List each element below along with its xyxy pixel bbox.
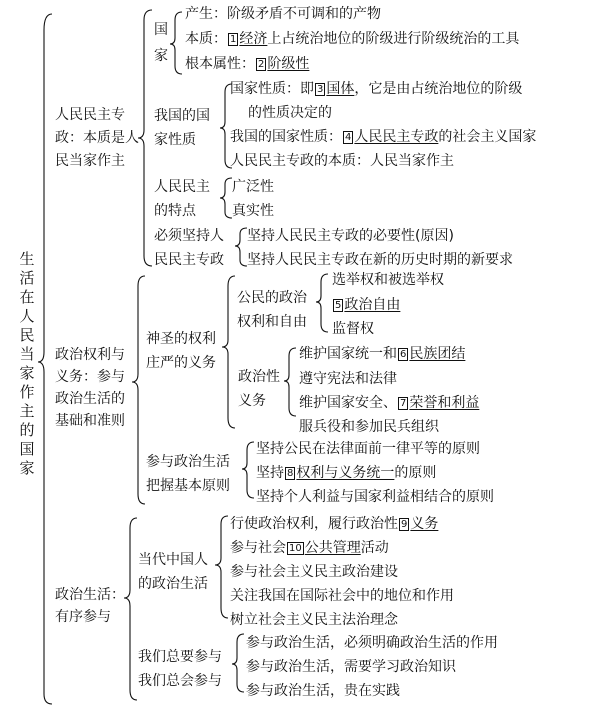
s2-label-line3: 政治生活的 — [55, 391, 125, 407]
yiwu-4: 服兵役和参加民兵组织 — [299, 419, 439, 435]
s1-label-line1: 人民民主专 — [55, 107, 125, 123]
blank-answer: 政治自由 — [344, 297, 401, 313]
gxz-prefix: 国家性质：即 — [230, 81, 314, 97]
s1-label-line2: 政：本质是人 — [55, 130, 139, 146]
dangdai-1 — [230, 515, 438, 533]
blank-answer: 荣誉和利益 — [409, 395, 480, 411]
blank-number: 2 — [258, 59, 265, 70]
zongyao-1: 参与政治生活，必须明确政治生活的作用 — [246, 635, 498, 651]
quanli-label — [237, 289, 307, 331]
dangdai-label-line2: 的政治生活 — [138, 576, 208, 592]
yiwu-3 — [299, 394, 479, 412]
benzhi-text — [185, 30, 519, 48]
blank-answer: 经济 — [239, 31, 268, 47]
s2-label-line4: 基础和准则 — [55, 413, 125, 429]
genben-prefix: 根本属性： — [185, 56, 255, 72]
dangdai-1-prefix: 行使政治权利，履行政治性 — [230, 516, 398, 532]
quanli-label-line2: 权利和自由 — [237, 314, 307, 330]
blank-number: 5 — [335, 300, 342, 311]
tedian-label-line2: 的特点 — [154, 203, 196, 219]
chansheng-text: 产生：阶级矛盾不可调和的产物 — [185, 6, 381, 22]
yiwu-1-prefix: 维护国家统一和 — [299, 346, 397, 362]
tedian-2: 真实性 — [232, 203, 274, 219]
yiwu-label-line1: 政治性 — [238, 369, 280, 385]
blank-answer: 公共管理 — [304, 540, 361, 556]
blank-answer: 民族团结 — [409, 346, 466, 362]
dangdai-label — [138, 551, 208, 593]
yuanze-label-line1: 参与政治生活 — [146, 454, 230, 470]
zongyao-3: 参与政治生活，贵在实践 — [246, 683, 400, 699]
dangdai-2-suffix: 活动 — [360, 540, 389, 556]
s2-label-line2: 义务：参与 — [55, 369, 125, 385]
yuanze-1: 坚持公民在法律面前一律平等的原则 — [256, 441, 480, 457]
s2-label — [55, 346, 125, 430]
xingzhi-label-line1: 我国的国 — [154, 108, 210, 124]
benzhi-suffix: 上占统治地位的阶级进行阶级统治的工具 — [267, 31, 520, 47]
wgxz-prefix: 我国的国家性质： — [230, 129, 342, 145]
yuanze-2-prefix: 坚持 — [256, 465, 284, 481]
blank-answer: 义务 — [410, 516, 439, 532]
xingzhi-label — [154, 107, 210, 149]
zongyao-label-line1: 我们总要参与 — [138, 649, 222, 665]
blank-answer: 国体 — [326, 81, 355, 97]
dangdai-5: 树立社会主义民主法治理念 — [230, 612, 398, 628]
genben-text — [185, 55, 309, 73]
blank-number: 6 — [400, 349, 407, 360]
root-title: 生活在人民当家作主的国家 — [19, 250, 35, 477]
bixu-label-line2: 民民主专政 — [154, 252, 224, 268]
bixu-label-line1: 必须坚持人 — [154, 228, 224, 244]
bixu-label — [154, 227, 224, 269]
gxz-text — [230, 80, 522, 98]
rmbz-text: 人民民主专政的本质：人民当家作主 — [230, 153, 454, 169]
yuanze-label-line2: 把握基本原则 — [146, 478, 230, 494]
dangdai-2-prefix: 参与社会 — [230, 540, 286, 556]
tedian-label-line1: 人民民主 — [154, 179, 210, 195]
xingzhi-label-line2: 家性质 — [154, 132, 196, 148]
yuanze-3: 坚持个人利益与国家利益相结合的原则 — [256, 489, 494, 505]
s3-label — [55, 586, 125, 626]
s1-label — [55, 106, 139, 170]
blank-answer: 阶级性 — [267, 56, 310, 72]
s2-label-line1: 政治权利与 — [55, 347, 125, 363]
dangdai-label-line1: 当代中国人 — [138, 552, 208, 568]
blank-number: 1 — [230, 34, 237, 45]
guo-char: 国 — [154, 22, 168, 38]
quanli-label-line1: 公民的政治 — [237, 290, 307, 306]
dangdai-3: 参与社会主义民主政治建设 — [230, 564, 398, 580]
zongyao-label-line2: 我们总会参与 — [138, 673, 222, 689]
jia-char: 家 — [154, 48, 168, 64]
wgxz-text — [230, 128, 536, 146]
quanli-1: 选举权和被选举权 — [332, 272, 444, 288]
zongyao-2: 参与政治生活，需要学习政治知识 — [246, 659, 456, 675]
yiwu-3-prefix: 维护国家安全、 — [299, 395, 397, 411]
tedian-label — [154, 178, 210, 220]
bixu-1: 坚持人民民主专政的必要性(原因) — [247, 228, 454, 244]
shensheng-label-line1: 神圣的权利 — [146, 331, 216, 347]
tedian-1: 广泛性 — [232, 179, 274, 195]
gxz-cont: 的性质决定的 — [248, 105, 332, 121]
yuanze-label — [146, 453, 230, 495]
s3-label-line2: 有序参与 — [55, 609, 111, 625]
blank-number: 9 — [401, 519, 408, 530]
blank-answer: 人民民主专政 — [354, 129, 439, 145]
s3-label-line1: 政治生活： — [55, 587, 125, 603]
blank-number: 3 — [317, 84, 324, 95]
shensheng-label-line2: 庄严的义务 — [146, 355, 216, 371]
yuanze-2-suffix: 的原则 — [394, 465, 437, 481]
yiwu-label — [238, 368, 280, 410]
dangdai-4: 关注我国在国际社会中的地位和作用 — [230, 588, 454, 604]
yuanze-2 — [256, 464, 436, 482]
blank-answer: 权利与义务统一 — [296, 465, 395, 481]
blank-number: 4 — [345, 132, 352, 143]
wgxz-suffix: 的社会主义国家 — [438, 129, 537, 145]
gxz-suffix: ，它是由占统治地位的阶级 — [354, 81, 523, 97]
quanli-3: 监督权 — [332, 321, 374, 337]
yiwu-1 — [299, 345, 465, 363]
dangdai-2 — [230, 539, 389, 557]
zongyao-label — [138, 648, 222, 690]
shensheng-label — [146, 330, 216, 372]
benzhi-prefix: 本质： — [185, 31, 227, 47]
quanli-2 — [332, 296, 400, 314]
blank-number: 7 — [400, 398, 407, 409]
bixu-2: 坚持人民民主专政在新的历史时期的新要求 — [247, 252, 513, 268]
yiwu-label-line2: 义务 — [238, 393, 266, 409]
yiwu-2: 遵守宪法和法律 — [299, 371, 397, 387]
blank-number: 10 — [289, 543, 302, 554]
blank-number: 8 — [287, 468, 294, 479]
s1-label-line3: 民当家作主 — [55, 153, 125, 169]
